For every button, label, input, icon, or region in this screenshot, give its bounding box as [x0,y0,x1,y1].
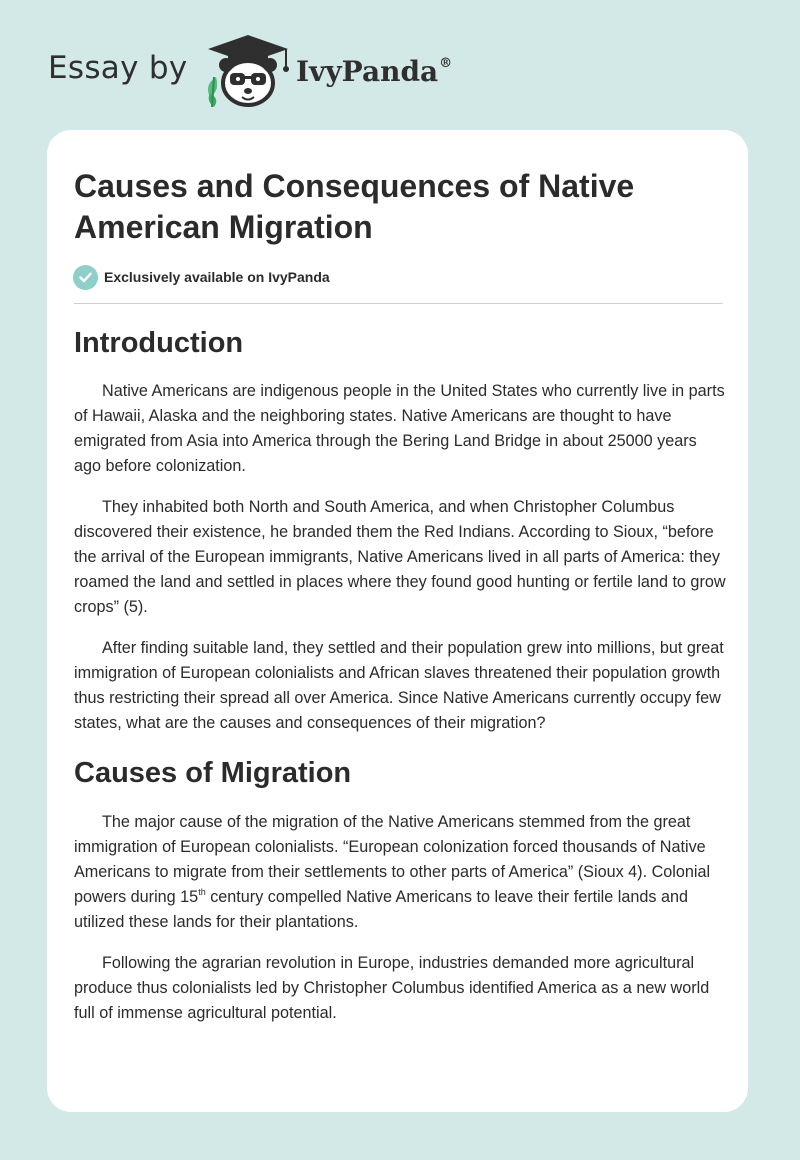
exclusive-badge [73,264,330,290]
paragraph-text: The major cause of the migration of the Native Americans stemmed from the great immigration of European colonialists. “European colonization forced thousands of Native Americans to migrate from their settlements to other parts of America” (Sioux 4). Colonial powers during 15 [74,813,711,906]
page-title: Causes and Consequences of Native American Migration [74,168,635,245]
badge-label: Exclusively available on IvyPanda [104,269,330,285]
essay-by-label: Essay by [48,50,188,86]
registered-mark: ® [439,56,453,71]
brand-text: IvyPanda [296,55,439,88]
essay-card [47,130,748,1112]
paragraph-text-tail: century compelled Native Americans to leave their fertile lands and utilized these lands for their plantations. [74,888,688,931]
paragraph: Following the agrarian revolution in Europe, industries demanded more agricultural produce thus colonialists led by Christopher Columbus identified America as a new world full of immense agricultural potential. [74,954,710,1022]
check-circle-icon [73,265,98,290]
paragraph: After finding suitable land, they settled and their population grew into millions, but great immigration of European colonialists and African slaves threatened their population growth thus restricting their spread all over America. Since Native Americans currently occupy few states, what are the causes and consequences of their migration? [74,639,724,732]
brand-name[interactable] [296,55,452,88]
panda-logo-icon[interactable] [200,33,296,109]
paragraph: They inhabited both North and South America, and when Christopher Columbus discovered their existence, he branded them the Red Indians. According to Sioux, “before the arrival of the European immigrants, Native Americans lived in all parts of America: they roamed the land and settled in places where they found good hunting or fertile land to grow crops” (5). [74,498,726,616]
site-header [0,0,800,130]
paragraph: Native Americans are indigenous people in the United States who currently live in parts of Hawaii, Alaska and the neighboring states. Native Americans are thought to have emigrated from Asia into America through the Bering Land Bridge in about 25000 years ago before colonization. [74,382,725,475]
section-heading-introduction: Introduction [74,327,244,359]
paragraph [74,810,726,935]
divider [74,303,723,304]
ordinal-suffix: th [198,887,206,897]
section-heading-causes: Causes of Migration [74,757,352,789]
article-body [74,324,726,1026]
